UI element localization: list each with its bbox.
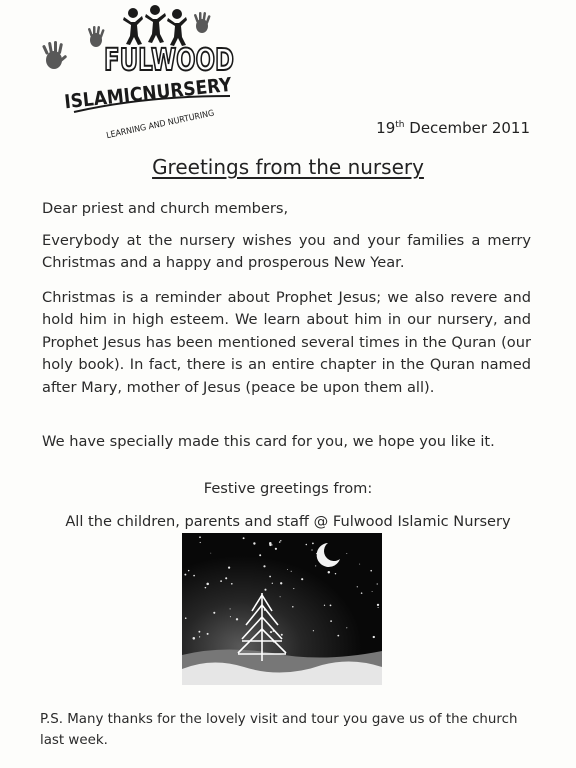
star bbox=[280, 582, 282, 584]
star bbox=[272, 583, 273, 584]
star bbox=[377, 604, 379, 606]
star bbox=[377, 583, 378, 584]
star bbox=[373, 636, 375, 638]
logo-name: FULWOOD bbox=[104, 43, 234, 78]
star bbox=[291, 571, 292, 572]
star bbox=[311, 549, 312, 550]
star bbox=[315, 565, 316, 566]
star bbox=[184, 574, 186, 576]
star bbox=[236, 618, 238, 620]
star bbox=[207, 633, 209, 635]
star bbox=[231, 583, 233, 585]
star bbox=[328, 571, 330, 573]
star bbox=[228, 566, 230, 568]
star bbox=[287, 569, 288, 570]
star bbox=[306, 544, 308, 546]
star bbox=[346, 553, 347, 554]
star bbox=[280, 540, 281, 541]
star bbox=[330, 620, 332, 622]
star bbox=[213, 612, 215, 614]
star bbox=[312, 543, 314, 545]
festive-greeting: Festive greetings from: bbox=[203, 480, 373, 497]
star bbox=[263, 565, 265, 567]
star bbox=[346, 627, 347, 628]
star bbox=[205, 587, 207, 589]
star bbox=[199, 636, 200, 637]
star bbox=[199, 536, 201, 538]
star bbox=[372, 591, 373, 592]
star bbox=[279, 541, 280, 542]
star bbox=[253, 542, 255, 544]
star bbox=[206, 583, 209, 586]
star bbox=[193, 637, 196, 640]
page-title: Greetings from the nursery bbox=[152, 155, 424, 179]
star bbox=[330, 605, 332, 607]
christmas-card-image bbox=[182, 533, 382, 685]
star bbox=[220, 580, 222, 582]
salutation: Dear priest and church members, bbox=[42, 200, 289, 217]
star bbox=[272, 544, 273, 545]
logo-subtitle: ISLAMICNURSERY bbox=[63, 71, 253, 114]
signoff: All the children, parents and staff @ Fulwood Islamic Nursery bbox=[65, 513, 511, 530]
star bbox=[259, 554, 261, 556]
star bbox=[378, 607, 379, 608]
star bbox=[269, 576, 271, 578]
star bbox=[225, 577, 227, 579]
star bbox=[370, 570, 372, 572]
logo-tagline: LEARNING AND NURTURING bbox=[105, 106, 224, 142]
paragraph-card: We have specially made this card for you, we hope you like it. bbox=[42, 433, 495, 450]
star bbox=[270, 631, 272, 633]
star bbox=[337, 635, 339, 637]
paragraph-jesus: Christmas is a reminder about Prophet Jesus; we also revere and hold him in high esteem. We learn about him in our nursery, and Prophet Jesus has been mentioned several times in the Quran (our holy book). In fact, there is an entire chapter in the Quran named after Mary, mother of Jesus (peace be upon them all). bbox=[42, 289, 531, 396]
children-figures-icon bbox=[123, 5, 187, 46]
star bbox=[193, 575, 195, 577]
star bbox=[200, 542, 201, 543]
star bbox=[243, 537, 245, 539]
letter-date: 19th December 2011 bbox=[376, 119, 530, 137]
star bbox=[269, 542, 272, 545]
star bbox=[198, 631, 200, 633]
star bbox=[281, 634, 283, 636]
star bbox=[230, 608, 231, 609]
star bbox=[313, 630, 314, 631]
postscript: P.S. Many thanks for the lovely visit and tour you gave us of the church last week. bbox=[40, 712, 518, 748]
star bbox=[324, 605, 325, 606]
star bbox=[230, 616, 231, 617]
star bbox=[264, 589, 266, 591]
star bbox=[210, 553, 211, 554]
star bbox=[301, 578, 303, 580]
star bbox=[188, 570, 189, 571]
star bbox=[357, 586, 358, 587]
star bbox=[292, 606, 294, 608]
star bbox=[275, 548, 277, 550]
paragraph-wishes: Everybody at the nursery wishes you and your families a merry Christmas and a happy and prosperous New Year. bbox=[42, 232, 531, 272]
star bbox=[293, 588, 294, 589]
star bbox=[185, 617, 187, 619]
star bbox=[359, 564, 360, 565]
star bbox=[280, 596, 281, 597]
nursery-logo bbox=[34, 4, 253, 142]
star bbox=[361, 592, 363, 594]
star bbox=[335, 573, 336, 574]
